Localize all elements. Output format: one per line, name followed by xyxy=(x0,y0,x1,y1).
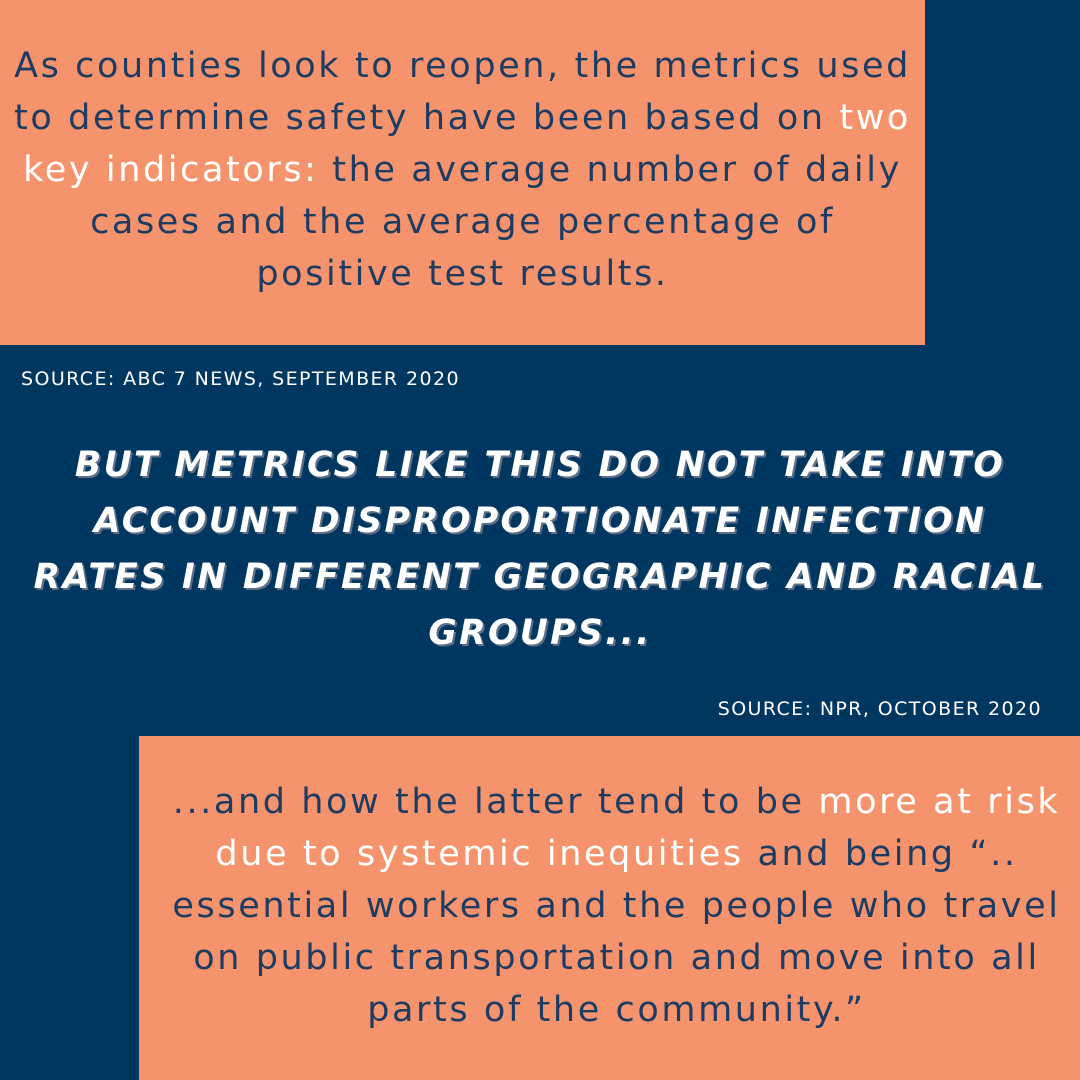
bottom-quote-part1: ...and how the latter tend to be xyxy=(172,782,819,822)
bottom-source-label: SOURCE: NPR, OCTOBER 2020 xyxy=(717,698,1042,720)
top-quote-text xyxy=(14,40,911,300)
top-quote-box xyxy=(0,0,925,345)
top-quote-part2: the average number of daily cases and the average percentage of positive test results. xyxy=(90,149,902,294)
bottom-quote-box xyxy=(139,736,1080,1080)
top-quote-highlight: two key indicators: xyxy=(23,97,911,190)
headline: BUT METRICS LIKE THIS DO NOT TAKE INTO ACCOUNT DISPROPORTIONATE INFECTION RATES IN DIFFERENT GEOGRAPHIC AND RACIAL GROUPS... xyxy=(33,445,1047,653)
bottom-quote-part2: and being “.. essential workers and the people who travel on public transportation and move into all parts of the community.” xyxy=(172,834,1061,1030)
top-source-label: SOURCE: ABC 7 NEWS, SEPTEMBER 2020 xyxy=(21,368,460,390)
top-quote-part1: As counties look to reopen, the metrics used to determine safety have been based on xyxy=(14,45,911,138)
bottom-quote-highlight: more at risk due to systemic inequities xyxy=(215,782,1061,874)
bottom-quote-text xyxy=(157,776,1076,1036)
